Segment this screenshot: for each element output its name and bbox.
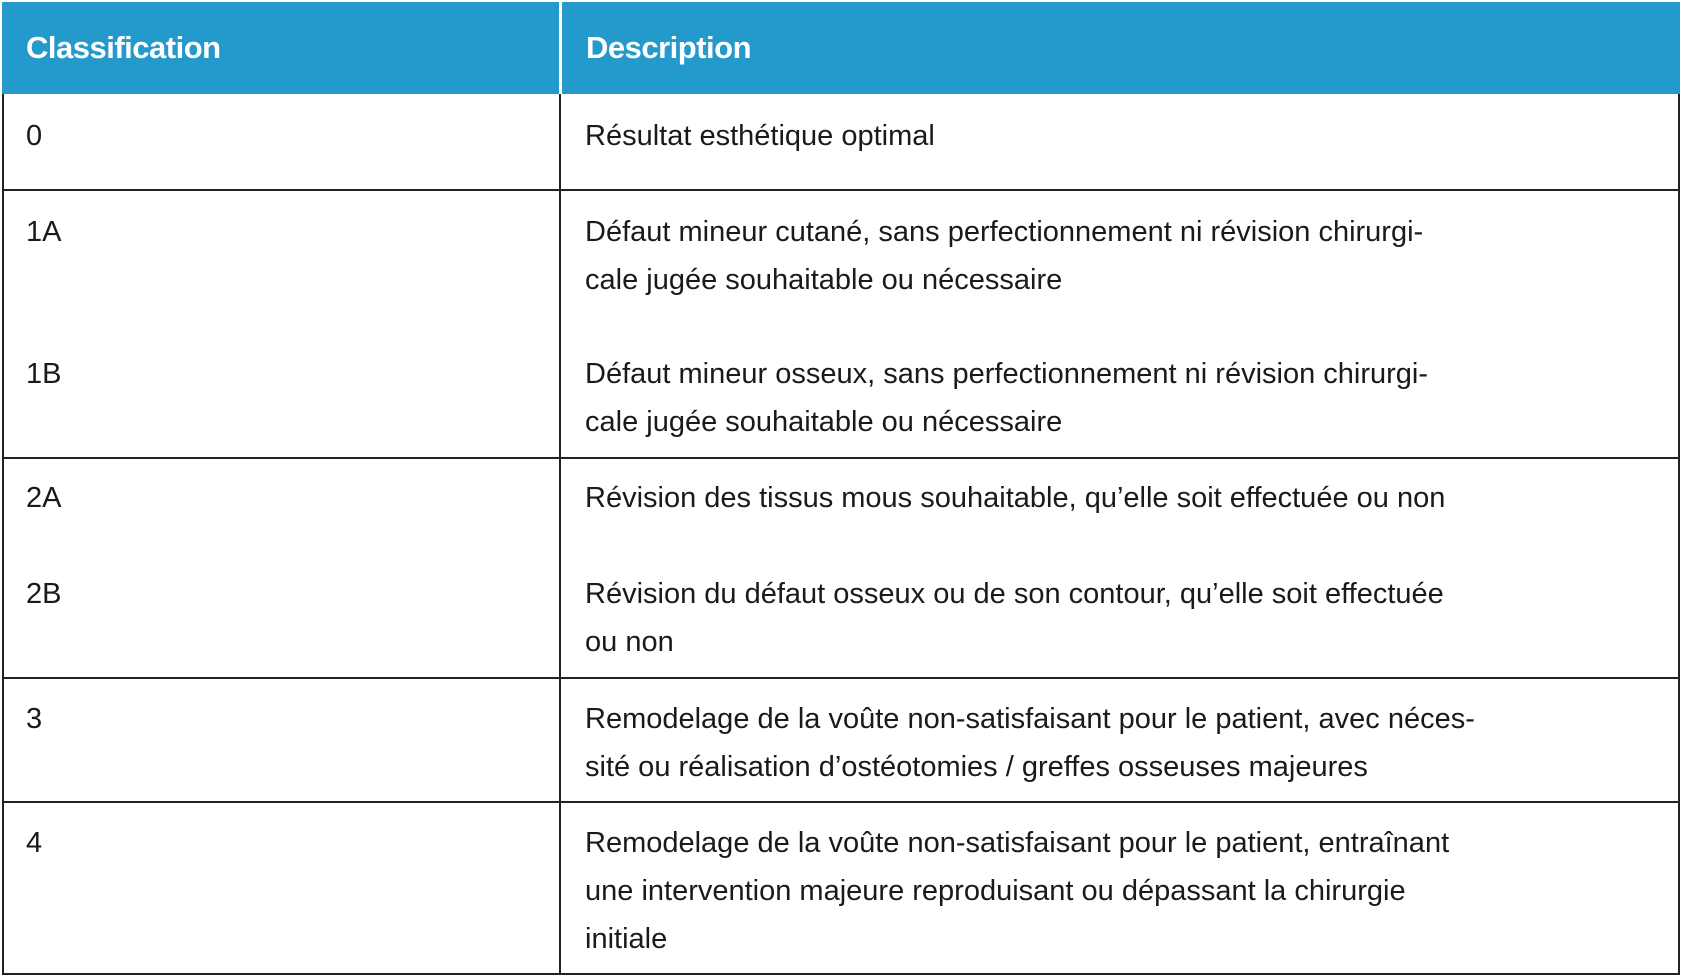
classification-code: 1A [26,216,62,248]
table-row [2,459,1680,679]
header-classification: Classification [2,2,559,94]
table-row [2,679,1680,803]
description-text [585,112,1678,160]
description-text [585,695,1678,791]
description-text [585,208,1678,304]
description-line: Défaut mineur cutané, sans perfectionnement ni révision chirurgi- [585,216,1424,248]
description-text [585,474,1678,522]
description-line: Résultat esthétique optimal [585,120,935,152]
classification-cell [4,191,561,457]
classification-table [2,2,1680,975]
description-cell [561,459,1678,677]
description-line: ou non [585,626,674,658]
description-cell [561,803,1678,973]
classification-code: 3 [26,703,43,735]
description-cell [561,94,1678,189]
description-line: Remodelage de la voûte non-satisfaisant pour le patient, avec néces- [585,703,1475,735]
description-cell [561,191,1678,457]
table-header [2,2,1680,94]
classification-cell [4,803,561,973]
description-text [585,350,1678,446]
classification-cell [4,679,561,801]
classification-code: 2A [26,482,62,514]
classification-code: 1B [26,358,62,390]
description-line: cale jugée souhaitable ou nécessaire [585,264,1063,296]
table-row [2,94,1680,191]
classification-cell [4,459,561,677]
classification-cell [4,94,561,189]
table-row [2,803,1680,975]
classification-code: 4 [26,827,43,859]
description-line: Révision des tissus mous souhaitable, qu’elle soit effectuée ou non [585,482,1446,514]
description-line: une intervention majeure reproduisant ou dépassant la chirurgie [585,875,1406,907]
description-line: Défaut mineur osseux, sans perfectionnement ni révision chirurgi- [585,358,1429,390]
header-description: Description [562,2,1680,94]
description-line: Révision du défaut osseux ou de son contour, qu’elle soit effectuée [585,578,1444,610]
description-text [585,819,1678,963]
table-body [2,94,1680,975]
description-text [585,570,1678,666]
description-line: Remodelage de la voûte non-satisfaisant pour le patient, entraînant [585,827,1450,859]
classification-code: 0 [26,120,43,152]
classification-code: 2B [26,578,62,610]
description-line: initiale [585,923,668,955]
description-cell [561,679,1678,801]
description-line: cale jugée souhaitable ou nécessaire [585,406,1063,438]
table-row [2,191,1680,459]
description-line: sité ou réalisation d’ostéotomies / greffes osseuses majeures [585,751,1368,783]
